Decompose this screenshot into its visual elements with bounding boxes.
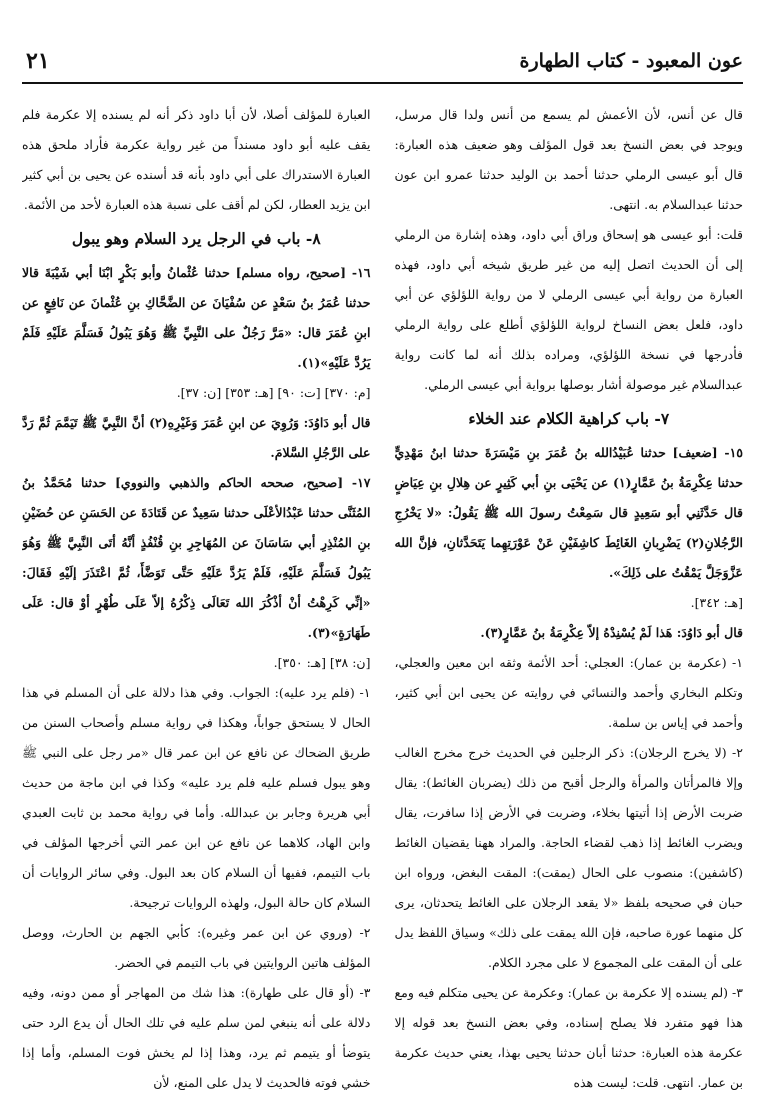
header-rule	[22, 82, 743, 84]
page-header	[22, 44, 743, 84]
commentary-paragraph: ٣- (لم يسنده إلا عكرمة بن عمار): وعكرمة عن يحيى متكلم فيه ومع هذا فهو متفرد فلا يصلح إسناده، وفي بعض النسخ بعد قوله إلا عكرمة هذه العبارة: حدثنا أبان حدثنا يحيى بهذا، يعني حديث عكرمة بن عمار. انتهى. قلت: ليست هذه	[394, 985, 743, 1090]
book-title: عون المعبود - كتاب الطهارة	[519, 50, 743, 72]
hadith-text: قال أبو دَاوُدَ: هَذا لَمْ يُسْنِدْهُ إلاّ عِكْرِمَةُ بنُ عَمَّارٍ(٣).	[480, 625, 743, 640]
commentary-paragraph: قلت: أبو عيسى هو إسحاق وراق أبي داود، وهذه إشارة من الرملي إلى أن الحديث اتصل إليه من غير طريق شيخه أبي داود، فهذه العبارة من رواية أبي عيسى الرملي لا من رواية اللؤلؤي عن أبي داود، فلعل بعض النساخ لرواية اللؤلؤي أطلع على رواية الرملي فأدرجها في نسخة اللؤلؤي، ومراده بذلك أنه لما كانت رواية عبدالسلام غير موصولة أشار بوصلها برواية أبي عيسى الرملي.	[394, 227, 743, 392]
commentary-paragraph: ٢- (وروي عن ابن عمر وغيره): كأبي الجهم بن الحارث، ووصل المؤلف هاتين الروايتين في باب التيمم في الحضر.	[22, 925, 371, 970]
hadith-text: ١٦- [صحيح، رواه مسلم] حدثنا عُثْمانُ وأبو بَكْرٍ ابْنَا أبي شَيْبَةَ قالا حدثنا عُمَرُ بنُ سَعْدٍ عن سُفْيَانَ عن الضَّحَّاكِ بنِ عُثْمانَ عن نَافِعٍ عن ابنِ عُمَرَ قال: «مَرَّ رَجُلٌ على النَّبِيِّ ﷺ وَهُوَ يَبُولُ فَسَلَّمَ عَلَيْهِ فَلَمْ يَرُدَّ عَلَيْهِ»(١).	[22, 265, 371, 370]
section-heading: ٨- باب في الرجل يرد السلام وهو يبول	[71, 229, 321, 248]
commentary-paragraph: قال عن أنس، لأن الأعمش لم يسمع من أنس ولدا قال مرسل، ويوجد في بعض النسخ بعد قول المؤلف وهو ضعيف هذه العبارة: قال أبو عيسى الرملي حدثنا أحمد بن الوليد حدثنا عمرو ابن عون حدثنا عبدالسلام به. انتهى.	[394, 107, 743, 212]
hadith-text: قال أبو دَاوُدَ: وَرُوِيَ عن ابنِ عُمَرَ وَغَيْرِهِ(٢) أنَّ النَّبِيَّ ﷺ تَيَمَّمَ ثُمَّ رَدَّ على الرَّجُلِ السَّلامَ.	[22, 415, 371, 460]
hadith-text: ١٥- [ضعيف] حدثنا عُبَيْدُالله بنُ عُمَرَ بنِ مَيْسَرَةَ حدثنا ابنُ مَهْدِيٍّ حدثنا عِكْرِمَةُ بنُ عَمَّارٍ(١) عن يَحْيَى بنِ أبي كَثِيرٍ عن هِلالِ بنِ عِيَاضٍ قال حَدَّثَنِي أبو سَعِيدٍ قال سَمِعْتُ رسولَ الله ﷺ يَقُولُ: «لا يَخْرُجِ الرَّجُلانِ(٢) يَضْرِبانِ الغَائِطَ كاشِفَيْنِ عَنْ عَوْرَتِهِما يَتَحَدَّثانِ، فإنَّ الله عَزَّوَجَلَّ يَمْقُتُ على ذَلِكَ».	[394, 445, 743, 580]
commentary-paragraph: ٣- (أو قال على طهارة): هذا شك من المهاجر أو ممن دونه، وفيه دلالة على أنه ينبغي لمن سلم عليه في تلك الحال أن يدع الرد حتى يتوضأ أو يتيمم ثم يرد، وهذا إذا لم يخش فوت المسلم، وأما إذا خشي فوته فالحديث لا يدل على المنع، لأن	[22, 985, 371, 1090]
reference-line: [هـ: ٣٤٢].	[690, 595, 743, 610]
reference-line: [م: ٣٧٠] [ت: ٩٠] [هـ: ٣٥٣] [ن: ٣٧].	[176, 385, 371, 400]
text-columns	[22, 100, 743, 1094]
page-number: ٢١	[26, 48, 50, 74]
right-column	[395, 100, 744, 1094]
hadith-text: ١٧- [صحيح، صححه الحاكم والذهبي والنووي] حدثنا مُحَمَّدُ بنُ المُثَنَّى حدثنا عَبْدُالأعْلَى حدثنا سَعِيدٌ عن قَتَادَةَ عن الحَسَنِ عن حُضَيْنِ بنِ المُنْذِرِ أبي سَاسَانَ عن المُهَاجِرِ بنِ قُنْفُذٍ أنَّهُ أتَى النَّبِيَّ ﷺ وَهُوَ يَبُولُ فَسَلَّمَ عَلَيْهِ، فَلَمْ يَرُدَّ عَلَيْهِ حَتَّى تَوَضَّأَ، ثُمَّ اعْتَذَرَ إلَيْهِ فَقَالَ: «إنِّي كَرِهْتُ أنْ أذْكُرَ الله تَعَالَى ذِكْرُهُ إلاّ عَلَى طُهْرٍ أوْ قال: عَلَى طَهَارَةٍ»(٣).	[22, 475, 371, 640]
commentary-paragraph: ١- (عكرمة بن عمار): العجلي: أحد الأئمة وثقه ابن معين والعجلي، وتكلم البخاري وأحمد والنسائي في روايته عن يحيى ابن أبي كثير، وأحمد في إياس بن سلمة.	[394, 655, 743, 730]
reference-line: [ن: ٣٨] [هـ: ٣٥٠].	[273, 655, 371, 670]
left-column	[22, 100, 371, 1094]
commentary-paragraph: العبارة للمؤلف أصلا، لأن أبا داود ذكر أنه لم يسنده إلا عكرمة فلم يقف عليه أبو داود مسنداً من غير رواية عكرمة فأراد ملحق هذه العبارة الاستدراك على أبي داود بأنه قد أسنده عن يحيى بن أبي كثير ابن يزيد العطار، لكن لم أقف على نسبة هذه العبارة لأحد من الأئمة.	[22, 107, 371, 212]
commentary-paragraph: ٢- (لا يخرج الرجلان): ذكر الرجلين في الحديث خرج مخرج الغالب وإلا فالمرأتان والمرأة والرجل أقبح من ذلك (يضربان الغائط): يقال ضربت الأرض إذا أتيتها بخلاء، وضربت في الأرض إذا سافرت، يقال ويضرب الغائط إذا ذهب لقضاء الحاجة. والمراد ههنا يقضيان الغائط (كاشفين): منصوب على الحال (يمقت): المقت البغض، ورواه ابن حبان في صحيحه بلفظ «لا يقعد الرجلان على الغائط يتحدثان، يرى كل منهما عورة صاحبه، فإن الله يمقت على ذلك» وسياق اللفظ يدل على أن المقت على المجموع لا على مجرد الكلام.	[394, 745, 743, 970]
commentary-paragraph: ١- (فلم يرد عليه): الجواب. وفي هذا دلالة على أن المسلم في هذا الحال لا يستحق جواباً، وهكذا في رواية مسلم وأصحاب السنن من طريق الضحاك عن نافع عن ابن عمر قال «مر رجل على النبي ﷺ وهو يبول فسلم عليه فلم يرد عليه» وكذا في ابن ماجة من حديث أبي هريرة وجابر بن عبدالله. وأما في رواية محمد بن ثابت العبدي وابن الهاد، كلاهما عن نافع عن ابن عمر التي أخرجها المؤلف في باب التيمم، ففيها أن السلام كان بعد البول. وفي سائر الروايات أن السلام كان حالة البول، ولهذه الروايات ترجيحة.	[22, 685, 371, 910]
section-heading: ٧- باب كراهية الكلام عند الخلاء	[468, 409, 670, 428]
